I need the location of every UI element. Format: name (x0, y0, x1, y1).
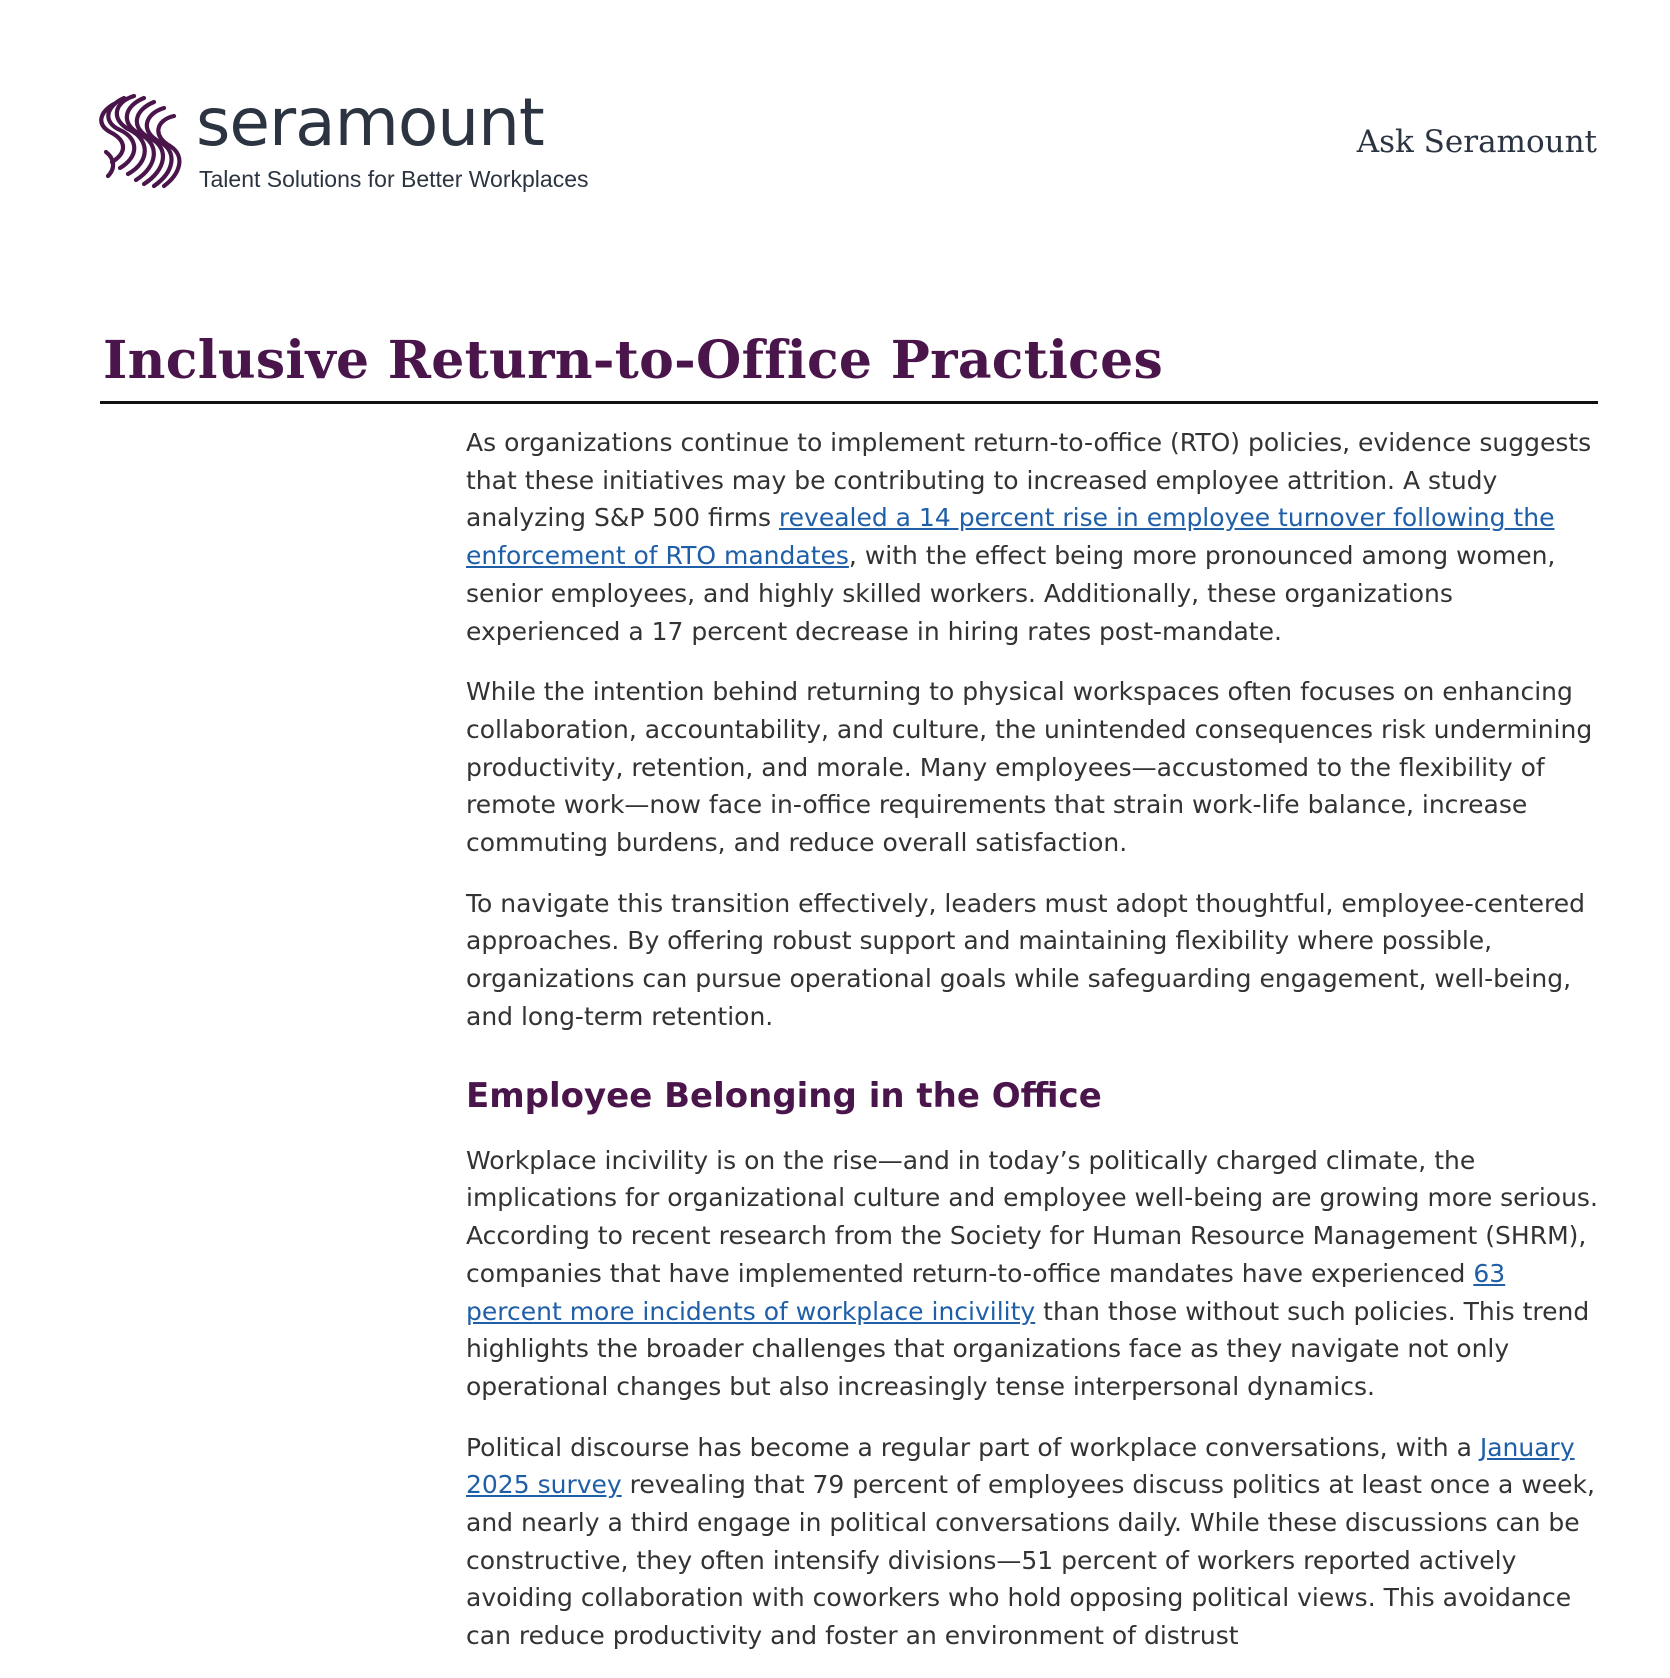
intro-paragraph-2: While the intention behind returning to physical workspaces often focuses on enhancing collaboration, accountability, and culture, the unintended consequences risk undermining productivity, retention, and morale. Many employees—accustomed to the flexibility of remote work—now face in-office requirements that strain work-life balance, increase commuting burdens, and reduce overall satisfaction. (466, 677, 1593, 858)
page-header (0, 0, 1670, 240)
intro-paragraph-1 (466, 424, 1606, 650)
text-run: revealing that 79 percent of employees discuss politics at least once a week, and nearly a third engage in political conversations daily. While these discussions can be constructive, they often intensify divisions—51 percent of workers reported actively avoiding collaboration with coworkers who hold opposing political views. This avoidance can reduce productivity and foster an environment of distrust (466, 1470, 1595, 1651)
belonging-paragraph-1 (466, 1142, 1606, 1406)
turnover-study-link[interactable]: revealed a 14 percent rise in employee turnover following the enforcement of RTO mandates (466, 503, 1555, 571)
title-divider (100, 401, 1598, 404)
text-run: Political discourse has become a regular part of workplace conversations, with a (466, 1432, 1480, 1462)
section-heading-belonging: Employee Belonging in the Office (466, 1075, 1102, 1116)
seramount-swirl-icon (94, 92, 188, 190)
text-run: Workplace incivility is on the rise—and in today’s politically charged climate, the implications for organizational culture and employee well-being are growing more serious. According to recent research from the Society for Human Resource Management (SHRM), companies that have implemented return-to-office mandates have experienced (466, 1145, 1598, 1288)
january-survey-link[interactable]: January 2025 survey (466, 1432, 1575, 1500)
ask-seramount-link[interactable]: Ask Seramount (1356, 124, 1597, 160)
brand-tagline: Talent Solutions for Better Workplaces (199, 166, 589, 192)
text-run: , with the effect being more pronounced among women, senior employees, and highly skilled workers. Additionally, these organizations experienced a 17 percent decrease in hiring rates post-mandate. (466, 541, 1556, 646)
text-run: As organizations continue to implement return-to-office (RTO) policies, evidence suggests that these initiatives may be contributing to increased employee attrition. A study analyzing S&P 500 firms (466, 428, 1592, 533)
incivility-research-link[interactable]: 63 percent more incidents of workplace incivility (466, 1258, 1506, 1326)
text-run: than those without such policies. This trend highlights the broader challenges that organizations face as they navigate not only operational changes but also increasingly tense interpersonal dynamics. (466, 1296, 1590, 1401)
intro-paragraph-3: To navigate this transition effectively, leaders must adopt thoughtful, employee-centered approaches. By offering robust support and maintaining flexibility where possible, organizations can pursue operational goals while safeguarding engagement, well-being, and long-term retention. (466, 888, 1585, 1031)
article-body (466, 424, 1606, 1678)
brand-name: seramount (196, 84, 544, 161)
logo-wordmark (196, 84, 589, 193)
seramount-logo[interactable] (94, 84, 589, 193)
page-title: Inclusive Return-to-Office Practices (103, 330, 1164, 391)
belonging-paragraph-2 (466, 1429, 1606, 1655)
